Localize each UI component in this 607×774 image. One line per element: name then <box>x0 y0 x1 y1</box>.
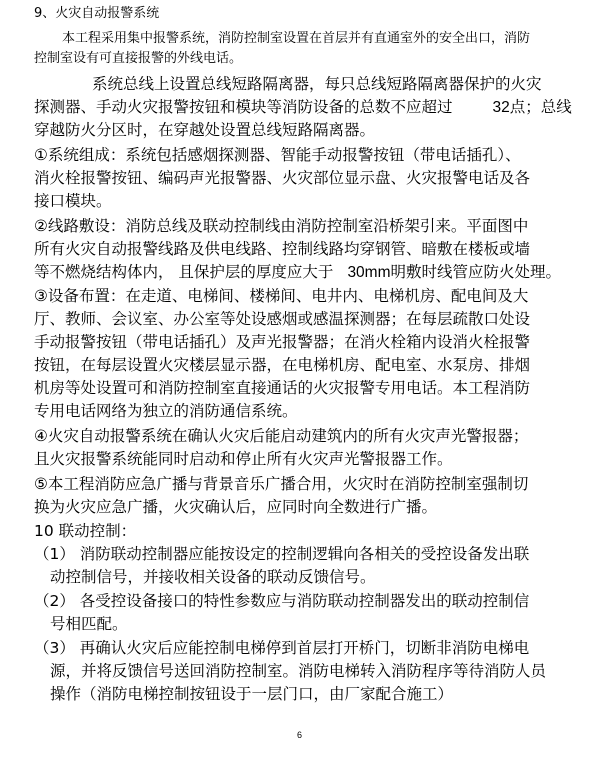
cover-thickness: 30mm <box>347 264 391 281</box>
bus-line-2-text-b: 点；总线 <box>509 98 572 116</box>
bus-line-2-text-a: 探测器、手动火灾报警按钮和模块等消防设备的总数不应超过 <box>34 98 453 116</box>
item-2-line-1: ②线路敷设：消防总线及联动控制线由消防控制室沿桥架引来。平面图中 <box>34 217 529 235</box>
item-5-line-1: ⑤本工程消防应急广播与背景音乐广播合用，火灾时在消防控制室强制切 <box>34 475 529 493</box>
item-3-line-6: 专用电话网络为独立的消防通信系统。 <box>34 402 298 420</box>
item-1-line-1: ①系统组成：系统包括感烟探测器、智能手动报警按钮（带电话插孔）、 <box>34 146 521 164</box>
item-2-line-3-text-a: 等不燃烧结构体内， 且保护层的厚度应大于 <box>34 263 334 281</box>
p3-line-1: （3） 再确认火灾后应能控制电梯停到首层打开桥门，切断非消防电梯电 <box>34 639 530 657</box>
intro-line-2: 控制室设有可直接报警的外线电话。 <box>34 51 243 66</box>
p1-line-2: 动控制信号，并接收相关设备的联动反馈信号。 <box>50 568 376 586</box>
item-3-line-4: 按钮，在每层设置火灾楼层显示器，在电梯机房、配电室、水泵房、排烟 <box>34 356 531 374</box>
p3-line-2: 源，并将反馈信号送回消防控制室。消防电梯转入消防程序等待消防人员 <box>50 662 547 680</box>
bus-line-3: 穿越防火分区时，在穿越处设置总线短路隔离器。 <box>34 121 376 139</box>
item-1-line-3: 接口模块。 <box>34 192 112 210</box>
intro-line-1: 本工程采用集中报警系统，消防控制室设置在首层并有直通室外的安全出口，消防 <box>62 31 531 46</box>
item-4-line-1: ④火灾自动报警系统在确认火灾后能启动建筑内的所有火灾声光警报器； <box>34 427 529 445</box>
bus-line-1: 系统总线上设置总线短路隔离器，每只总线短路隔离器保护的火灾 <box>92 75 542 93</box>
item-2-line-2: 所有火灾自动报警线路及供电线路、控制线路均穿钢管、暗敷在楼板或墙 <box>34 240 531 258</box>
item-3-line-2: 厅、教师、会议室、办公室等处设感烟或感温探测器；在每层疏散口处设 <box>34 310 531 328</box>
p1-line-1: （1） 消防联动控制器应能按设定的控制逻辑向各相关的受控设备发出联 <box>34 545 530 563</box>
item-3-line-1: ③设备布置：在走道、电梯间、楼梯间、电井内、电梯机房、配电间及大 <box>34 287 529 305</box>
item-1-line-2: 消火栓报警按钮、编码声光报警器、火灾部位显示盘、火灾报警电话及各 <box>34 169 531 187</box>
page-number: 6 <box>297 730 303 740</box>
item-5-line-2: 换为火灾应急广播，火灾确认后，应同时向全数进行广播。 <box>34 498 438 516</box>
p3-line-3: 操作（消防电梯控制按钮设于一层门口，由厂家配合施工） <box>50 685 454 703</box>
bus-device-limit: 32 <box>492 99 510 116</box>
section-9-heading: 9、火灾自动报警系统 <box>34 6 160 21</box>
item-4-line-2: 且火灾报警系统能同时启动和停止所有火灾声光警报器工作。 <box>34 450 453 468</box>
item-3-line-5: 机房等处设置可和消防控制室直接通话的火灾报警专用电话。本工程消防 <box>34 379 531 397</box>
bus-line-2 <box>34 100 572 116</box>
item-2-line-3 <box>34 265 561 281</box>
p2-line-2: 号相匹配。 <box>50 615 128 633</box>
section-10-heading: 10 联动控制： <box>34 522 137 540</box>
item-2-line-3-text-b: 明敷时线管应防火处理。 <box>390 263 562 281</box>
item-3-line-3: 手动报警按钮（带电话插孔）及声光报警器；在消火栓箱内设消火栓报警 <box>34 333 531 351</box>
p2-line-1: （2） 各受控设备接口的特性参数应与消防联动控制器发出的联动控制信 <box>34 592 530 610</box>
